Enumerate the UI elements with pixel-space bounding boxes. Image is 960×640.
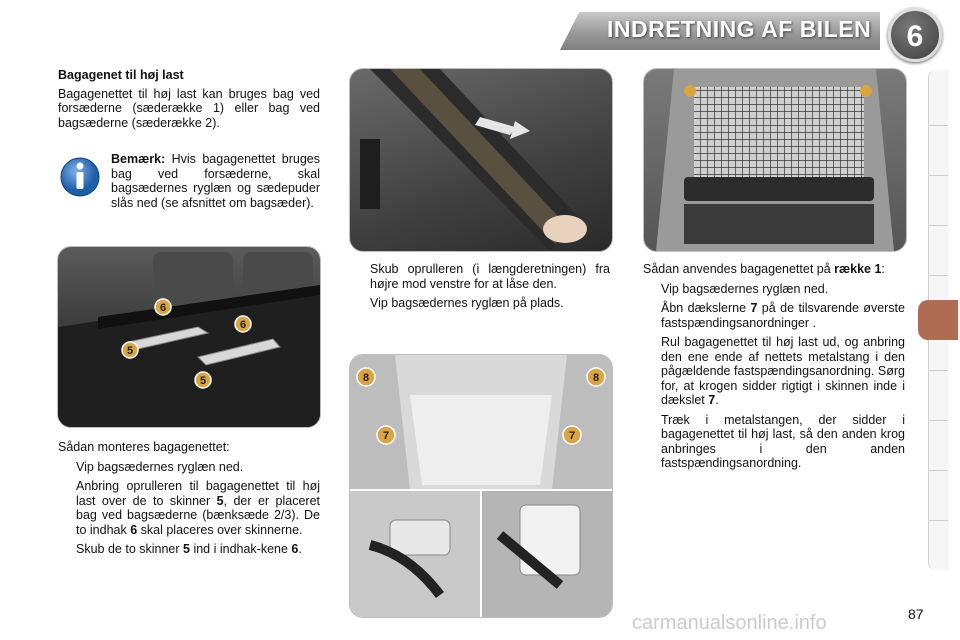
callout-8: 8 — [592, 372, 600, 384]
callout-5: 5 — [126, 345, 134, 357]
middle-instructions — [352, 262, 610, 316]
list-item: Vip bagsædernes ryglæn ned. — [76, 459, 244, 474]
list-item: Skub de to skinner 5 ind i indhak-kene 6. — [76, 542, 302, 556]
watermark: carmanualsonline.info — [632, 612, 827, 634]
chapter-tab[interactable] — [928, 470, 948, 471]
list-item: Vip bagsædernes ryglæn ned. — [661, 281, 829, 296]
list-item: Åbn dækslerne 7 på de tilsvarende øverste fastspændingsanordninger . — [661, 301, 905, 330]
chapter-tab[interactable] — [928, 370, 948, 371]
list-item: Rul bagagenettet til høj last ud, og anbring den ene ende af nettets metalstang i den pågældende fastspændingsanordning. Sørg for, at krogen sidder rigtigt i skinnen inde i dækslet 7. — [661, 335, 905, 407]
roller-photo — [349, 68, 613, 252]
callout-6: 6 — [159, 302, 167, 314]
anchors-illustration — [350, 355, 612, 617]
note-block — [58, 152, 320, 215]
left-column — [58, 68, 320, 135]
roller-illustration — [350, 69, 612, 251]
list-item: Anbring oprulleren til bagagenettet til høj last over de to skinner 5, der er placeret bag ved bagsæderne (bænksæde 2/3). De to indhak 6 skal placeres over skinnerne. — [76, 479, 320, 537]
chapter-tab-active[interactable] — [918, 300, 958, 340]
callout-6: 6 — [239, 319, 247, 331]
anchors-photo — [349, 354, 613, 618]
chapter-tab[interactable] — [928, 225, 948, 226]
chapter-tab[interactable] — [928, 520, 948, 521]
callout-7: 7 — [382, 430, 390, 442]
list-item: Træk i metalstangen, der sidder i bagagenettet til høj last, så den anden krog anbringes i den anden fastspændingsanordning. — [661, 412, 905, 470]
chapter-tab[interactable] — [928, 175, 948, 176]
mount-instructions — [58, 440, 320, 562]
page-number: 87 — [908, 606, 924, 622]
callout-5: 5 — [199, 375, 207, 387]
chapter-tab[interactable] — [928, 125, 948, 126]
mount-title: Sådan monteres bagagenettet: — [58, 440, 230, 454]
right-instructions: Sådan anvendes bagagenettet på række 1: Vip bagsædernes ryglæn ned. Åbn dækslerne 7 på de tilsvarende øverste fastspændingsanordninger . Rul bagagenettet til høj last ud, og anbring den ene ende af nettets metalstang i den pågældende fastspændingsanordning. Sørg for, at krogen sidder rigtigt i skinnen inde i dækslet 7. Træk i metalstangen, der sidder i bagagenettet til høj last, så den anden krog anbringes i den anden fastspændingsanordning. — [643, 262, 905, 470]
section-heading: Bagagenet til høj last — [58, 68, 184, 82]
chapter-number-badge: 6 — [888, 8, 942, 62]
note-text: Hvis bagagenettet bruges bag ved forsæderne, skal bagsædernes ryglæn og sædepuder slås ned (se afsnittet om bagsæder). — [111, 152, 320, 210]
net-photo — [643, 68, 907, 252]
net-illustration — [644, 69, 906, 251]
note-label: Bemærk: — [111, 152, 166, 166]
intro-paragraph: Bagagenettet til høj last kan bruges bag ved forsæderne (sæderække 1) eller bag ved bagsæderne (sæderække 2). — [58, 86, 320, 130]
callout-7: 7 — [568, 430, 576, 442]
list-item: Skub oprulleren (i længderetningen) fra højre mod venstre for at låse den. — [370, 262, 610, 291]
rails-illustration — [58, 247, 320, 427]
chapter-tab[interactable] — [928, 275, 948, 276]
rails-photo — [57, 246, 321, 428]
list-item: Vip bagsædernes ryglæn på plads. — [370, 296, 564, 310]
chapter-tab[interactable] — [928, 420, 948, 421]
page-title: INDRETNING AF BILEN — [607, 16, 872, 42]
callout-8: 8 — [362, 372, 370, 384]
